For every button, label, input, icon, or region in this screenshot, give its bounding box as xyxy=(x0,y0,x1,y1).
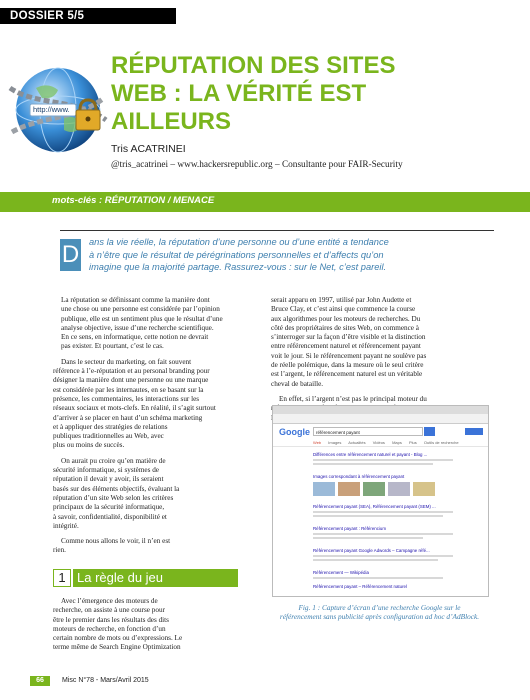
text-line: moteurs de recherche, en fonction d’un xyxy=(53,624,166,633)
text-line: être le premier dans les résultats des dits xyxy=(53,615,169,624)
title-line: AILLEURS xyxy=(111,108,231,135)
url-text: http://www. xyxy=(33,105,70,114)
text-line: de réelle polémique, dans la mesure où le seul critère xyxy=(271,361,424,370)
body-column-2 xyxy=(271,296,489,423)
paragraph xyxy=(53,296,262,352)
text-line: On aurait pu croire qu’en matière de xyxy=(61,456,166,465)
figure-caption xyxy=(272,603,487,621)
text-line: Comme nous allons le voir, il n’en est xyxy=(61,537,171,546)
text-line: sécurité informatique, si systèmes de xyxy=(53,466,159,475)
dossier-tag: DOSSIER 5/5 xyxy=(0,8,176,24)
paragraph xyxy=(53,537,262,556)
text-line: d’arriver à se placer en haut d’un schéma marketing xyxy=(53,413,203,422)
title-line: WEB : LA VÉRITÉ EST xyxy=(111,80,367,107)
image-thumbnails xyxy=(313,482,463,496)
text-line: plus ou moins de succès. xyxy=(53,441,125,450)
tab-maps[interactable]: Maps xyxy=(392,440,402,445)
text-line: La réputation se définissant comme la manière dont xyxy=(61,296,210,304)
text-line: réputation il devait y avoir, ils seraient xyxy=(53,475,164,484)
text-line: Avec l’émergence des moteurs de xyxy=(61,597,158,605)
lede-line: à n’être que le résultat de pérégrinations personnelles et d’affects qu’on xyxy=(89,249,384,260)
result-item xyxy=(313,570,463,584)
search-button[interactable] xyxy=(424,427,435,436)
text-line: réseaux sociaux et mots-clefs. En réalité, il s’agit surtout xyxy=(53,404,216,413)
lede-divider xyxy=(60,230,494,231)
lede-line: ans la vie réelle, la réputation d’une personne ou d’une entité a tendance xyxy=(89,237,389,247)
globe-padlock-chain-icon xyxy=(6,58,110,158)
text-line: terme même de Search Engine Optimization xyxy=(53,643,181,652)
text-line: une chose ou une personne est considérée par l’opinion xyxy=(61,305,220,314)
result-item xyxy=(313,452,463,474)
page-number: 66 xyxy=(30,676,50,686)
text-line: Bruce Clay, et c’est ainsi que commence la course xyxy=(271,305,416,314)
text-line: désigner la manière dont une personne ou une marque xyxy=(53,376,209,385)
result-link[interactable]: Référencement payant Google Adwords – Campagne réfé... xyxy=(313,548,430,553)
search-tabs xyxy=(313,440,483,445)
section-number: 1 xyxy=(53,569,71,587)
text-line: et à appliquer des stratégies de relations xyxy=(53,422,168,431)
author-byline: @tris_acatrinei – www.hackersrepublic.org – Consultante pour FAIR-Security xyxy=(111,160,403,170)
text-line: Dans le secteur du marketing, on fait souvent xyxy=(61,357,192,366)
text-line: analyse objective, issue d’une recherche scientifique. xyxy=(61,323,214,332)
text-line: rien. xyxy=(53,546,66,555)
result-link[interactable]: Référencement payant (SEA), Référencement payant (SEM) ... xyxy=(313,504,436,509)
tab-more[interactable]: Plus xyxy=(408,440,417,445)
paragraph xyxy=(271,296,489,389)
result-link[interactable]: Référencement payant : Référencium xyxy=(313,526,386,531)
text-line: réputation d’un site Web selon les critères xyxy=(53,493,174,502)
results-list xyxy=(313,452,463,594)
google-logo: Google xyxy=(279,427,310,437)
section-heading xyxy=(53,569,238,587)
signin-button[interactable] xyxy=(465,428,483,435)
keywords-text: mots-clés : RÉPUTATION / MENACE xyxy=(52,195,215,206)
browser-tabbar xyxy=(273,406,488,414)
google-search-screenshot xyxy=(272,405,489,597)
tab-tools[interactable]: Outils de recherche xyxy=(423,440,459,445)
text-line: principaux de la sécurité informatique, xyxy=(53,503,165,512)
text-line: présence, les commentaires, les interactions sur les xyxy=(53,394,200,403)
result-link[interactable]: Images correspondant à référencement payant xyxy=(313,474,405,479)
paragraph xyxy=(53,358,262,451)
text-line: intégrité. xyxy=(53,521,79,530)
caption-line: référencement sans publicité après configuration ad hoc d’AdBlock. xyxy=(279,612,480,621)
result-item xyxy=(313,474,463,504)
tabs-divider xyxy=(273,446,488,447)
text-line: publique, elle est un sentiment plus que le résultat d’une xyxy=(61,314,223,323)
result-link[interactable]: Différences entre référencement naturel et payant - Blog ... xyxy=(313,452,428,457)
text-line: En effet, si l’argent n’est pas le principal moteur du xyxy=(279,394,427,403)
text-line: référence à l’e-réputation et au personal branding pour xyxy=(53,367,210,376)
text-line: cheval de bataille. xyxy=(271,379,324,388)
text-line: à savoir, confidentialité, disponibilité et xyxy=(53,512,167,521)
browser-toolbar xyxy=(273,414,488,424)
text-line: est considérée par les internautes, en se basant sur la xyxy=(53,385,204,394)
text-line: recherche, on assiste à une course pour xyxy=(53,606,165,615)
text-line: entre référencement naturel et référencement payant xyxy=(271,342,421,351)
tab-videos[interactable]: Vidéos xyxy=(372,440,385,445)
text-line: est l’argent, le référencement naturel est un véritable xyxy=(271,370,423,379)
body-column-1-continued xyxy=(53,597,262,653)
result-item xyxy=(313,526,463,548)
text-line: voit le jour. Si le référencement payant ne soulève pas xyxy=(271,351,427,360)
body-column-1 xyxy=(53,296,262,556)
lede-line: imagine que la majorité partage. Rassurez-vous : sur le Net, c’est pareil. xyxy=(89,262,387,272)
result-item xyxy=(313,584,463,594)
text-line: basés sur des éléments objectifs, évaluant la xyxy=(53,484,180,493)
paragraph xyxy=(53,457,262,531)
text-line: s’interroger sur la façon d’être visible et la distinction xyxy=(271,333,426,342)
text-line: publiques traditionnelles au Web, avec xyxy=(53,432,164,441)
text-line: serait apparu en 1997, utilisé par John Audette et xyxy=(271,296,412,304)
text-line: pas exister. Et pourtant, c’est le cas. xyxy=(61,342,164,351)
result-link[interactable]: Référencement payant – Référencement naturel xyxy=(313,584,407,589)
tab-news[interactable]: Actualités xyxy=(348,440,366,445)
section-title: La règle du jeu xyxy=(73,569,238,587)
tab-images[interactable]: Images xyxy=(328,440,342,445)
tab-web[interactable]: Web xyxy=(313,440,322,445)
lede-paragraph xyxy=(89,236,495,274)
search-input[interactable]: référencement payant xyxy=(313,427,423,436)
issue-info: Misc N°78 - Mars/Avril 2015 xyxy=(62,677,149,684)
text-line: aux algorithmes pour les moteurs de recherches. Du xyxy=(271,314,421,323)
title-line: RÉPUTATION DES SITES xyxy=(111,52,396,79)
article-title xyxy=(111,52,511,136)
result-item xyxy=(313,548,463,570)
result-item xyxy=(313,504,463,526)
caption-line: Fig. 1 : Capture d’écran d’une recherche Google sur le xyxy=(298,603,461,612)
text-line: certain nombre de mots ou d’expressions. Le xyxy=(53,634,183,643)
result-link[interactable]: Référencement — Wikipédia xyxy=(313,570,369,575)
text-line: côté des propriétaires de sites Web, on commence à xyxy=(271,323,419,332)
text-line: En ce sens, en informatique, cette notion ne devrait xyxy=(61,333,209,342)
lede-dropcap: D xyxy=(60,239,81,271)
author-name: Tris ACATRINEI xyxy=(111,143,186,155)
